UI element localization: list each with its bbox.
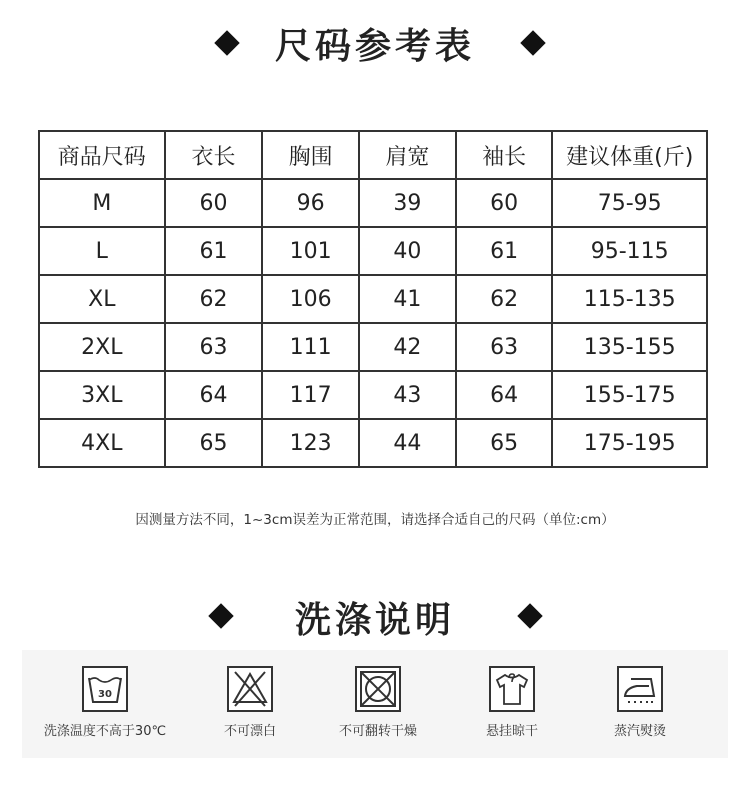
table-row [39,419,707,467]
cell-size: L [39,227,165,275]
table-row [39,227,707,275]
cell-length: 65 [165,419,263,467]
no-bleach-icon [227,666,273,712]
care-label-wash: 洗涤温度不高于30℃ [43,724,167,739]
care-item-no-tumble [320,666,436,739]
cell-length: 60 [165,179,263,227]
cell-sleeve: 61 [456,227,553,275]
cell-weight: 175-195 [552,419,707,467]
care-label-steam-iron: 蒸汽熨烫 [613,724,666,739]
header-sleeve: 袖长 [456,131,553,179]
care-item-steam-iron [590,666,690,739]
wash-30-icon [82,666,128,712]
table-row [39,371,707,419]
cell-size: 4XL [39,419,165,467]
header-shoulder: 肩宽 [359,131,456,179]
cell-sleeve: 65 [456,419,553,467]
cell-chest: 111 [262,323,359,371]
no-tumble-dry-icon [355,666,401,712]
cell-size: 3XL [39,371,165,419]
size-table [38,130,708,468]
care-label-no-tumble: 不可翻转干燥 [338,724,417,739]
wash-temp-text: 30 [98,689,112,700]
care-item-wash [38,666,172,739]
cell-length: 64 [165,371,263,419]
cell-shoulder: 40 [359,227,456,275]
cell-weight: 155-175 [552,371,707,419]
cell-shoulder: 43 [359,371,456,419]
steam-iron-icon [617,666,663,712]
cell-sleeve: 63 [456,323,553,371]
cell-weight: 115-135 [552,275,707,323]
cell-chest: 117 [262,371,359,419]
table-header-row [39,131,707,179]
cell-size: XL [39,275,165,323]
measurement-note: 因测量方法不同，1~3cm误差为正常范围，请选择合适自己的尺码（单位:cm） [135,512,615,528]
care-item-hang-dry [462,666,562,739]
header-size: 商品尺码 [39,131,165,179]
care-item-no-bleach [200,666,300,739]
care-label-no-bleach: 不可漂白 [223,724,276,739]
hang-dry-icon [489,666,535,712]
cell-length: 63 [165,323,263,371]
header-weight: 建议体重(斤) [552,131,707,179]
cell-length: 61 [165,227,263,275]
header-length: 衣长 [165,131,263,179]
cell-size: 2XL [39,323,165,371]
cell-chest: 123 [262,419,359,467]
cell-size: M [39,179,165,227]
wash-title: 洗涤说明 [294,600,455,641]
table-row [39,275,707,323]
cell-sleeve: 60 [456,179,553,227]
cell-shoulder: 44 [359,419,456,467]
cell-sleeve: 62 [456,275,553,323]
cell-chest: 106 [262,275,359,323]
cell-weight: 135-155 [552,323,707,371]
cell-shoulder: 41 [359,275,456,323]
size-chart-title: 尺码参考表 [274,26,475,67]
table-row [39,179,707,227]
cell-weight: 95-115 [552,227,707,275]
table-row [39,323,707,371]
cell-shoulder: 42 [359,323,456,371]
header-chest: 胸围 [262,131,359,179]
cell-sleeve: 64 [456,371,553,419]
cell-shoulder: 39 [359,179,456,227]
cell-chest: 101 [262,227,359,275]
care-label-hang-dry: 悬挂晾干 [485,724,538,739]
cell-length: 62 [165,275,263,323]
cell-chest: 96 [262,179,359,227]
cell-weight: 75-95 [552,179,707,227]
